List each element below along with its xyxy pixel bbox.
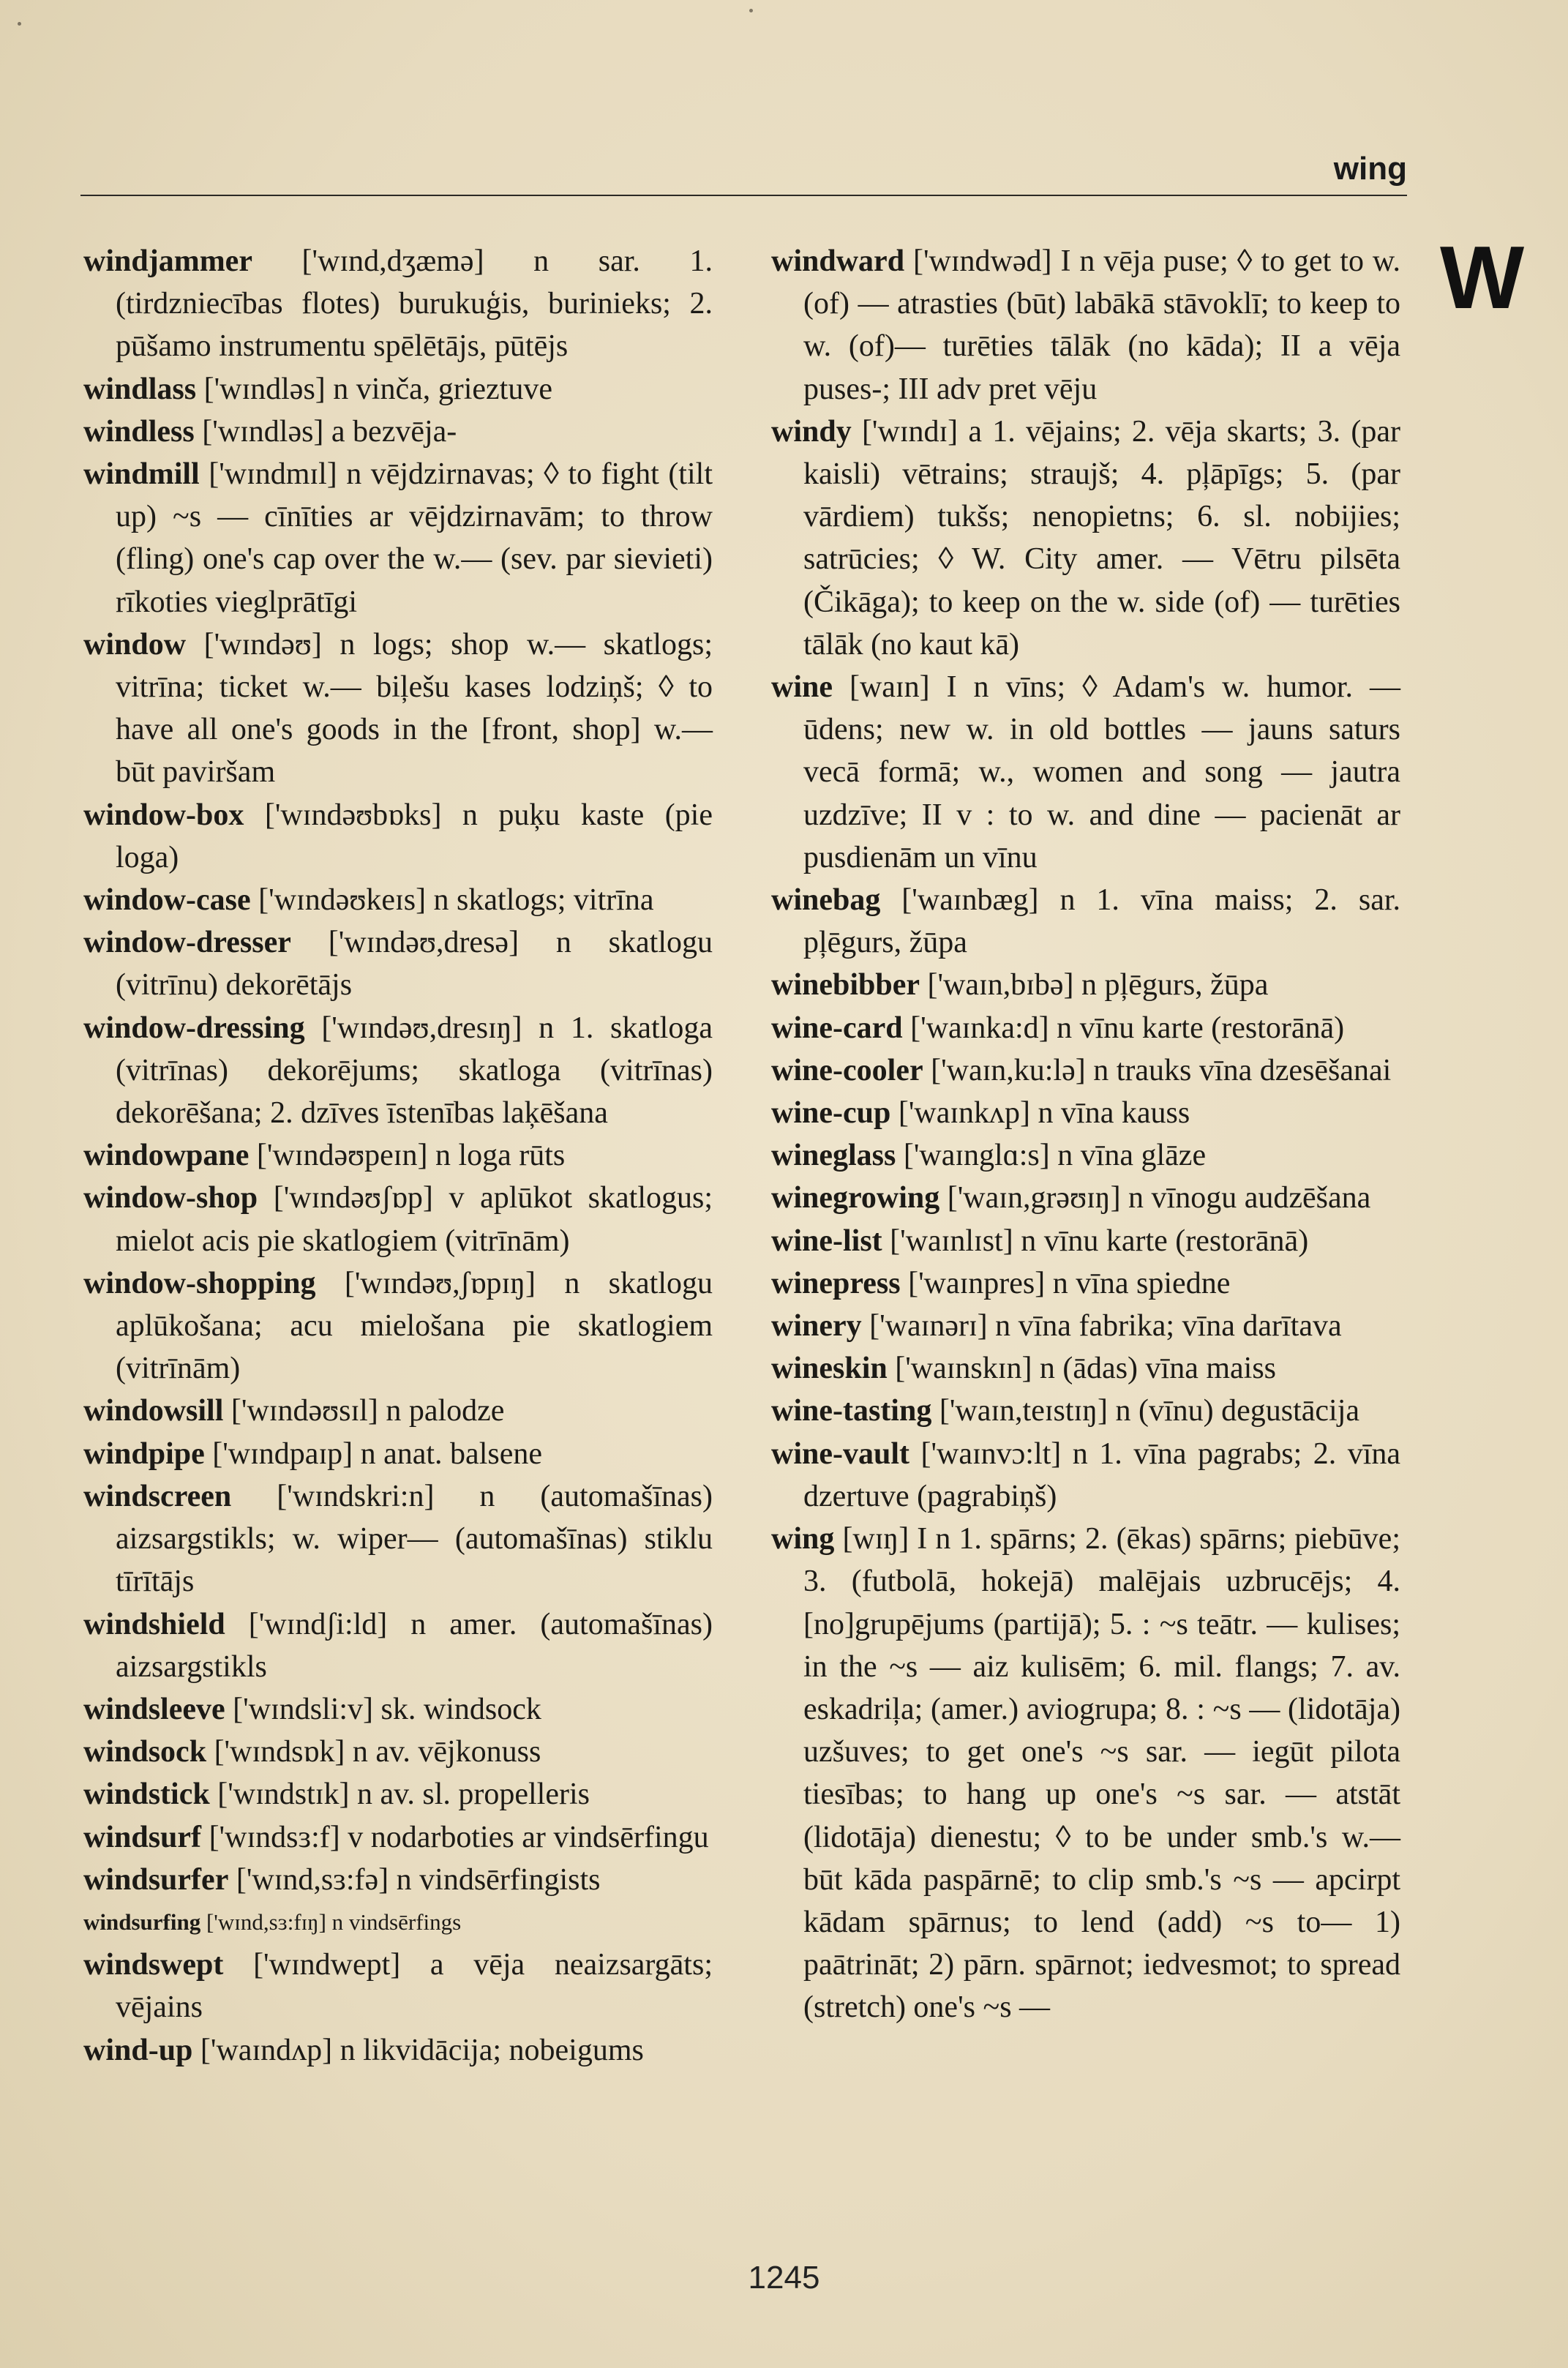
dictionary-entry <box>83 240 713 368</box>
dictionary-entry <box>83 453 713 623</box>
entry-headword: window <box>83 627 187 662</box>
dictionary-entry <box>771 411 1400 666</box>
dictionary-entry <box>771 879 1400 964</box>
dictionary-entry <box>83 794 713 879</box>
left-column <box>83 240 713 2072</box>
entry-definition: ['wɪndstɪk] n av. sl. propelleris <box>209 1777 590 1812</box>
entry-definition: ['wɪnd,dʒæmə] n sar. 1. (tirdzniecības flotes) burukuģis, burinieks; 2. pūšamo instrumentu spēlētājs, pūtējs <box>116 244 713 364</box>
dictionary-entry <box>83 1688 713 1731</box>
entry-definition: ['waɪnlɪst] n vīnu karte (restorānā) <box>882 1224 1309 1258</box>
dictionary-entry <box>83 1177 713 1262</box>
entry-headword: winery <box>771 1309 862 1344</box>
dictionary-entry <box>771 1220 1400 1262</box>
dictionary-entry <box>83 1134 713 1177</box>
entry-definition: ['waɪn,ku:lə] n trauks vīna dzesēšanai <box>923 1053 1392 1087</box>
entry-definition: ['wɪndəʊʃɒp] v aplūkot skatlogus; mielot acis pie skatlogiem (vitrīnām) <box>116 1181 713 1258</box>
entry-definition: ['wɪndwəd] I n vēja puse; ◊ to get to w. (of) — atrasties (būt) labākā stāvoklī; to keep to w. (of)— turēties tālāk (no kāda); II a vēja puses-; III adv pret vēju <box>803 244 1400 406</box>
entry-definition: ['wɪndsɒk] n av. vējkonuss <box>206 1735 541 1769</box>
entry-definition: ['wɪndpaɪp] n anat. balsene <box>204 1436 542 1471</box>
entry-headword: wine-tasting <box>771 1394 932 1428</box>
entry-headword: windsurfing <box>83 1908 201 1935</box>
header-rule <box>80 195 1407 196</box>
entry-definition: ['wɪndmɪl] n vējdzirnavas; ◊ to fight (tilt up) ~s — cīnīties ar vējdzirnavām; to throw (fling) one's cap over the w.— (sev. par sievieti) rīkoties vieglprātīgi <box>116 457 713 619</box>
dictionary-entry <box>83 411 713 453</box>
entry-definition: ['waɪnbæg] n 1. vīna maiss; 2. sar. pļēgurs, žūpa <box>803 883 1400 960</box>
dictionary-entry <box>83 1773 713 1816</box>
entry-headword: wine-cup <box>771 1096 891 1131</box>
entry-headword: windy <box>771 414 852 449</box>
entry-definition: ['wɪndəʊ,dresɪŋ] n 1. skatloga (vitrīnas) dekorējums; skatloga (vitrīnas) dekorēšana; 2. dzīves īstenības laķēšana <box>116 1011 713 1131</box>
entry-headword: windsurfer <box>83 1862 229 1897</box>
dictionary-entry <box>771 666 1400 879</box>
entry-definition: ['wɪndʃi:ld] n amer. (automašīnas) aizsargstikls <box>116 1607 713 1684</box>
entry-headword: window-shopping <box>83 1266 316 1300</box>
entry-definition: ['wɪndləs] a bezvēja- <box>194 414 457 449</box>
entry-headword: windward <box>771 244 905 278</box>
entry-definition: ['wɪndəʊbɒks] n puķu kaste (pie loga) <box>116 798 713 874</box>
entry-definition: ['waɪnkʌp] n vīna kauss <box>890 1096 1190 1131</box>
dictionary-entry <box>771 964 1400 1006</box>
dictionary-entry <box>83 1007 713 1135</box>
entry-headword: winebibber <box>771 968 920 1003</box>
dictionary-entry <box>771 1177 1400 1219</box>
entry-definition: ['wɪndəʊ,dresə] n skatlogu (vitrīnu) dekorētājs <box>116 926 713 1003</box>
entry-definition: ['waɪnərɪ] n vīna fabrika; vīna darītava <box>861 1309 1342 1344</box>
entry-headword: window-case <box>83 883 251 918</box>
entry-headword: wineglass <box>771 1139 896 1173</box>
entry-definition: ['wɪndəʊpeɪn] n loga rūts <box>249 1139 566 1173</box>
entry-definition: ['waɪn,grəʊɪŋ] n vīnogu audzēšana <box>939 1181 1371 1215</box>
dictionary-entry <box>771 1433 1400 1518</box>
dictionary-entry <box>771 1518 1400 2028</box>
entry-headword: windpipe <box>83 1436 205 1471</box>
entry-headword: window-dresser <box>83 926 291 960</box>
entry-definition: ['wɪnd,sɜ:fɪŋ] n vindsērfings <box>200 1908 462 1935</box>
entry-headword: windsurf <box>83 1820 202 1854</box>
dictionary-entry <box>83 2029 713 2072</box>
dictionary-entry <box>771 1262 1400 1305</box>
entry-headword: winebag <box>771 883 881 918</box>
paper-speck <box>18 22 21 26</box>
entry-headword: wind-up <box>83 2033 193 2067</box>
entry-definition: ['waɪn,teɪstɪŋ] n (vīnu) degustācija <box>931 1394 1360 1428</box>
entry-definition: ['wɪndwept] a vēja neaizsargāts; vējains <box>116 1948 713 2025</box>
dictionary-entry <box>83 1262 713 1390</box>
entry-headword: windshield <box>83 1607 225 1641</box>
entry-headword: windowsill <box>83 1394 224 1428</box>
entry-definition: [wɪŋ] I n 1. spārns; 2. (ēkas) spārns; piebūve; 3. (futbolā, hokejā) malējais uzbrucējs; 4. [no]grupējums (partijā); 5. : ~s teātr. — kulises; in the ~s — aiz kulisēm; 6. mil. flangs; 7. av. eskadriļa; (amer.) aviogrupa; 8. : ~s — (lidotāja) uzšuves; to get one's ~s sar. — iegūt pilota tiesības; to hang up one's ~s sar. — atstāt (lidotāja) dienestu; ◊ to be under smb.'s w.— būt kāda paspārnē; to clip smb.'s ~s — apcirpt kādam spārnus; to lend (add) ~s to— 1) paātrināt; 2) pārn. spārnot; iedvesmot; to spread (stretch) one's ~s — <box>803 1522 1400 2025</box>
dictionary-entry <box>771 240 1400 411</box>
entry-headword: windmill <box>83 457 200 492</box>
dictionary-entry <box>83 623 713 794</box>
entry-headword: window-box <box>83 798 244 832</box>
dictionary-entry <box>83 1433 713 1475</box>
entry-headword: wing <box>771 1522 835 1556</box>
entry-headword: windjammer <box>83 244 252 278</box>
entry-headword: wine-card <box>771 1011 903 1045</box>
entry-headword: windstick <box>83 1777 210 1812</box>
dictionary-entry <box>83 921 713 1006</box>
entry-headword: windless <box>83 414 195 449</box>
thumb-index-letter: W <box>1440 228 1525 327</box>
dictionary-entry <box>83 1390 713 1432</box>
entry-headword: wine-list <box>771 1224 882 1258</box>
entry-headword: windswept <box>83 1948 224 1982</box>
entry-definition: [waɪn] I n vīns; ◊ Adam's w. humor. — ūdens; new w. in old bottles — jauns saturs vecā formā; w., women and song — jautra uzdzīve; II v : to w. and dine — pacienāt ar pusdienām un vīnu <box>803 670 1400 874</box>
entry-headword: windlass <box>83 372 197 406</box>
dictionary-entry <box>83 1731 713 1773</box>
dictionary-entry <box>771 1049 1400 1092</box>
dictionary-entry <box>83 1816 713 1859</box>
dictionary-entry <box>771 1305 1400 1347</box>
entry-definition: ['waɪn,bɪbə] n pļēgurs, žūpa <box>920 968 1269 1003</box>
page-number: 1245 <box>748 2260 820 2296</box>
entry-definition: ['wɪndəʊsɪl] n palodze <box>223 1394 505 1428</box>
dictionary-entry <box>771 1347 1400 1390</box>
entry-definition: ['wɪndəʊkeɪs] n skatlogs; vitrīna <box>250 883 654 918</box>
dictionary-entry <box>83 1603 713 1688</box>
entry-headword: winegrowing <box>771 1181 940 1215</box>
entry-headword: windsleeve <box>83 1692 225 1726</box>
entry-definition: ['wɪndəʊ] n logs; shop w.— skatlogs; vitrīna; ticket w.— biļešu kases lodziņš; ◊ to have all one's goods in the [front, shop] w.— būt paviršam <box>116 627 713 790</box>
dictionary-entry <box>83 368 713 411</box>
entry-headword: windscreen <box>83 1479 232 1513</box>
right-column <box>771 240 1400 2029</box>
dictionary-entry <box>83 1859 713 1901</box>
entry-definition: ['waɪndʌp] n likvidācija; nobeigums <box>192 2033 644 2067</box>
entry-definition: ['waɪnka:d] n vīnu karte (restorānā) <box>902 1011 1345 1045</box>
dictionary-entry <box>771 1134 1400 1177</box>
entry-definition: ['wɪndskri:n] n (automašīnas) aizsargstikls; w. wiper— (automašīnas) stiklu tīrītājs <box>116 1479 713 1599</box>
entry-definition: ['wɪndsli:v] sk. windsock <box>225 1692 541 1726</box>
paper-speck <box>749 9 753 12</box>
entry-headword: window-shop <box>83 1181 258 1215</box>
entry-headword: window-dressing <box>83 1011 305 1045</box>
running-head: wing <box>1333 151 1407 187</box>
entry-definition: ['waɪnglɑ:s] n vīna glāze <box>896 1139 1207 1173</box>
dictionary-entry <box>771 1390 1400 1432</box>
dictionary-entry <box>83 879 713 921</box>
dictionary-entry <box>83 1475 713 1603</box>
entry-headword: wine-cooler <box>771 1053 923 1087</box>
entry-headword: winepress <box>771 1266 901 1300</box>
entry-definition: ['wɪndəʊ,ʃɒpɪŋ] n skatlogu aplūkošana; acu mielošana pie skatlogiem (vitrīnām) <box>116 1266 713 1386</box>
entry-definition: ['waɪnvɔ:lt] n 1. vīna pagrabs; 2. vīna dzertuve (pagrabiņš) <box>803 1436 1400 1513</box>
entry-headword: windowpane <box>83 1139 250 1173</box>
dictionary-entry <box>771 1092 1400 1134</box>
entry-headword: wineskin <box>771 1352 888 1386</box>
dictionary-entry <box>83 1944 713 2028</box>
entry-definition: ['wɪnd,sɜ:fə] n vindsērfingists <box>228 1862 601 1897</box>
entry-headword: windsock <box>83 1735 207 1769</box>
entry-definition: ['wɪndləs] n vinča, grieztuve <box>196 372 552 406</box>
entry-headword: wine-vault <box>771 1436 909 1471</box>
entry-definition: ['wɪndɪ] a 1. vējains; 2. vēja skarts; 3. (par kaisli) vētrains; straujš; 4. pļāpīgs; 5. (par vārdiem) tukšs; nenopietns; 6. sl. nobijies; satrūcies; ◊ W. City amer. — Vētru pilsēta (Čikāga); to keep on the w. side (of) — turēties tālāk (no kaut kā) <box>803 414 1400 662</box>
entry-definition: ['wɪndsɜ:f] v nodarboties ar vindsērfingu <box>201 1820 709 1854</box>
entry-headword: wine <box>771 670 833 705</box>
dictionary-entry <box>771 1007 1400 1049</box>
entry-definition: ['waɪnskɪn] n (ādas) vīna maiss <box>887 1352 1277 1386</box>
entry-definition: ['waɪnpres] n vīna spiedne <box>900 1266 1231 1300</box>
dictionary-entry <box>83 1901 713 1944</box>
